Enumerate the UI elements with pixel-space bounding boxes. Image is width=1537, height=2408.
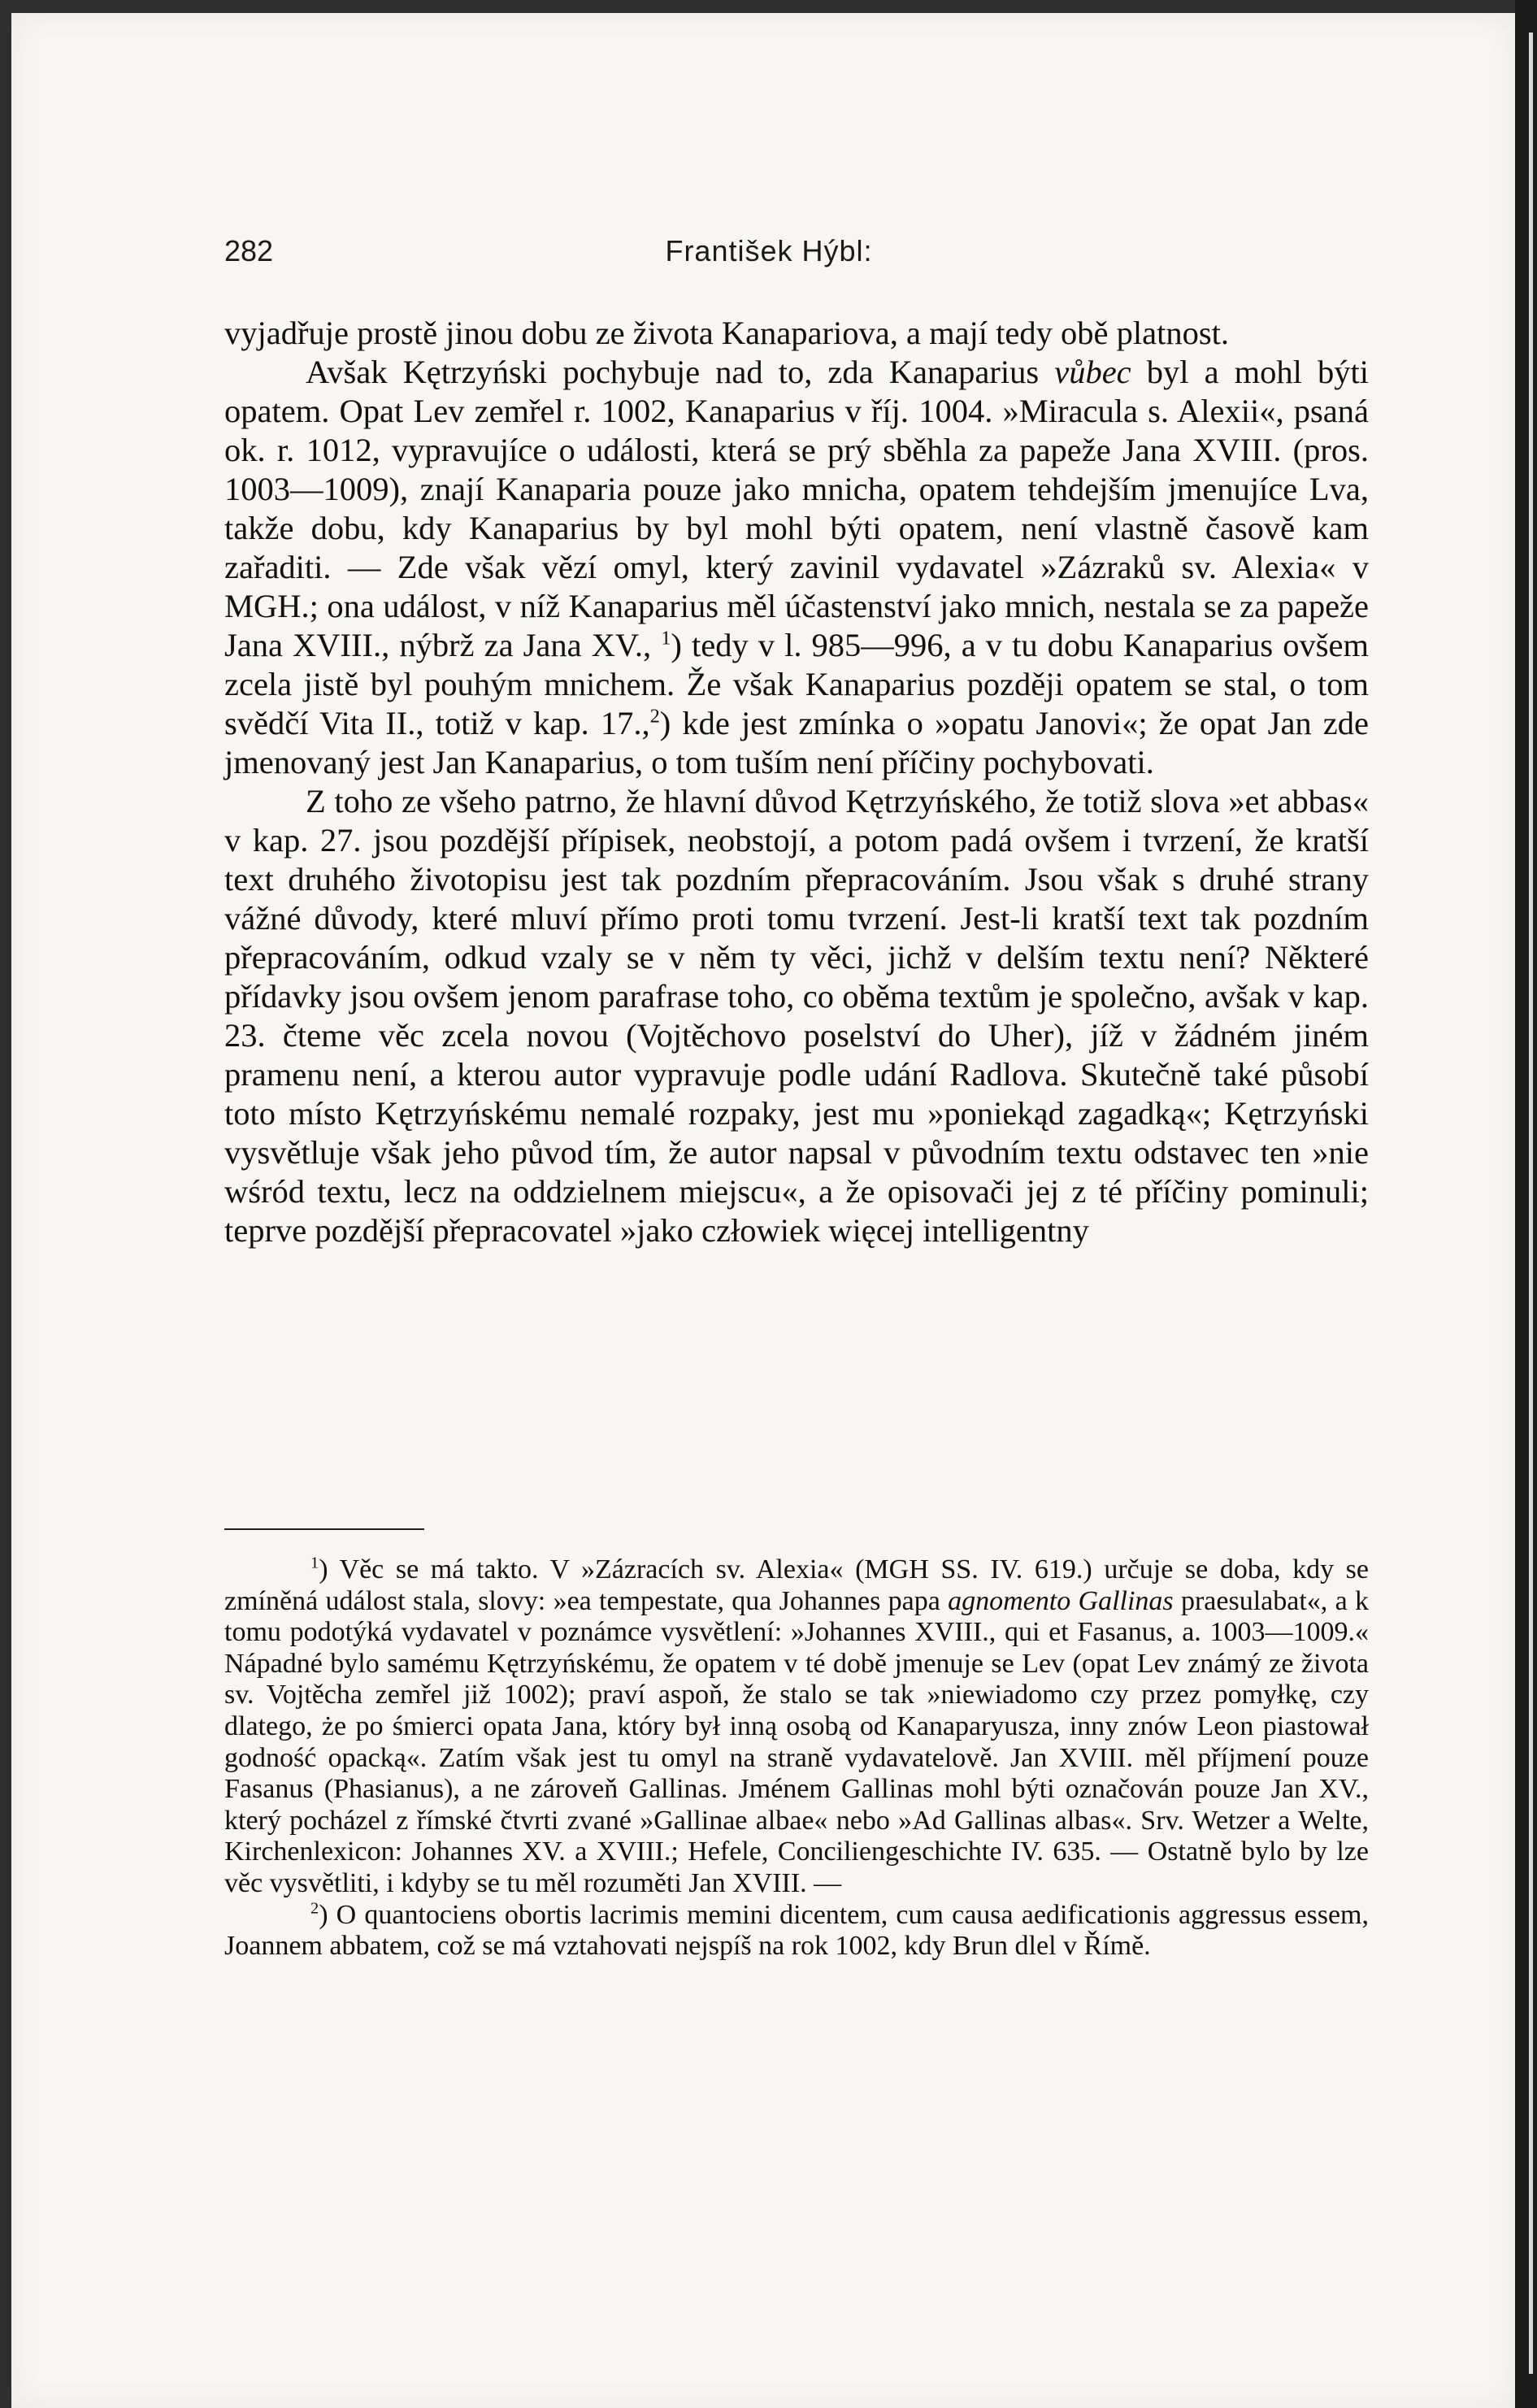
running-head — [224, 234, 1313, 275]
footnote-2-text: ) O quantociens obortis lacrimis memini dicentem, cum causa aedificationis aggressus essem, Joannem abbatem, což se má vztahovati nejspíš na rok 1002, kdy Brun dlel v Římě. — [224, 1899, 1369, 1962]
footnote-ref-1: 1 — [661, 627, 671, 650]
running-head-title: František Hýbl: — [665, 234, 873, 267]
paragraph-2-part-d: ) kde jest zmínka o »opatu Janovi«; že opat Jan zde jmenovaný jest Jan Kanaparius, o tom tuším není příčiny pochybovati. — [224, 705, 1369, 780]
paragraph-1: vyjadřuje prostě jinou dobu ze života Kanapariova, a mají tedy obě platnost. — [224, 315, 1230, 351]
footnote-ref-2: 2 — [649, 705, 660, 728]
paragraph-2 — [224, 353, 1369, 782]
footnote-1-part-a: ) Věc se má takto. V »Zázracích sv. Alexia« (MGH SS. IV. 619.) určuje se doba, kdy se zmíněná událost stala, slovy: »ea tempestate, qua Johannes papa — [224, 1554, 1369, 1616]
footnote-1-mark: 1 — [310, 1554, 319, 1572]
scan-edge-highlight — [1529, 33, 1533, 2374]
footnote-1-italic: agnomento Gallinas — [948, 1585, 1174, 1616]
paragraph-2-part-c: ) tedy v l. 985—996, a v tu dobu Kanaparius ovšem zcela jistě byl pouhým mnichem. Že však Kanaparius později opatem se stal, o tom svědčí Vita II., totiž v kap. 17., — [224, 627, 1370, 741]
main-text — [224, 314, 1369, 1250]
paragraph-3: Z toho ze všeho patrno, že hlavní důvod Kętrzyńského, že totiž slova »et abbas« v kap. 27. jsou pozdější přípisek, neobstojí, a potom padá ovšem i tvrzení, že kratší text druhého životopisu jest tak pozdním přepracováním. Jsou však s druhé strany vážné důvody, které mluví přímo proti tomu tvrzení. Jest-li kratší text tak pozdním přepracováním, odkud vzaly se v něm ty věci, jichž v delším textu není? Některé přídavky jsou ovšem jenom parafrase toho, co oběma textům je společno, avšak v kap. 23. čteme věc zcela novou (Vojtěchovo poselství do Uher), jíž v žádném jiném pramenu není, a kterou autor vypravuje podle udání Radlova. Skutečně také působí toto místo Kętrzyńskému nemalé rozpaky, jest mu »poniekąd zagadką«; Kętrzyński vysvětluje však jeho původ tím, že autor napsal v původním textu odstavec ten »nie wśród textu, lecz na oddzielnem miejscu«, a že opisovači jej z té příčiny pominuli; teprve pozdější přepracovatel »jako człowiek więcej intelligentny — [224, 783, 1369, 1249]
footnote-2 — [224, 1900, 1369, 1962]
paragraph-2-part-a: Avšak Kętrzyński pochybuje nad to, zda Kanaparius — [306, 354, 1055, 390]
paragraph-2-part-b: byl a mohl býti opatem. Opat Lev zemřel r. 1002, Kanaparius v říj. 1004. »Miracula s. Alexii«, psaná ok. r. 1012, vypravujíce o události, která se prý sběhla za papeže Jana XVIII. (pros. 1003—1009), znají Kanaparia pouze jako mnicha, opatem tehdejším jmenujíce Lva, takže dobu, kdy Kanaparius by byl mohl býti opatem, není vlastně časově kam zařaditi. — Zde však vězí omyl, který zavinil vydavatel »Zázraků sv. Alexia« v MGH.; ona událost, v níž Kanaparius měl účastenství jako mnich, nestala se za papeže Jana XVIII., nýbrž za Jana XV., — [224, 354, 1369, 663]
scan-edge — [1515, 0, 1537, 2408]
emphasis-vubec: vůbec — [1054, 354, 1131, 390]
footnotes — [224, 1554, 1369, 1962]
footnote-2-mark: 2 — [310, 1899, 319, 1918]
footnote-divider — [224, 1528, 424, 1530]
footnote-1-part-b: praesulabat«, a k tomu podotýká vydavatel v poznámce vysvětlení: »Johannes XVIII., qui et Fasanus, a. 1003—1009.« Nápadné bylo samému Kętrzyńskému, že opatem v té době jmenuje se Lev (opat Lev známý ze života sv. Vojtěcha zemřel již 1002); praví aspoň, že stalo se tak »niewiadomo czy przez pomyłkę, czy dlatego, że po śmierci opata Jana, który był inną osobą od Kanaparyusza, inny znów Leon piastował godność opacką«. Zatím však jest tu omyl na straně vydavatelově. Jan XVIII. měl příjmení pouze Fasanus (Phasianus), a ne zároveň Gallinas. Jménem Gallinas mohl býti označován pouze Jan XV., který pocházel z římské čtvrti zvané »Gallinae albae« nebo »Ad Gallinas albas«. Srv. Wetzer a Welte, Kirchenlexicon: Johannes XV. a XVIII.; Hefele, Conciliengeschichte IV. 635. — Ostatně bylo by lze věc vysvětliti, i kdyby se tu měl rozuměti Jan XVIII. — — [224, 1585, 1369, 1898]
page-number: 282 — [224, 234, 274, 267]
footnote-1 — [224, 1554, 1369, 1900]
